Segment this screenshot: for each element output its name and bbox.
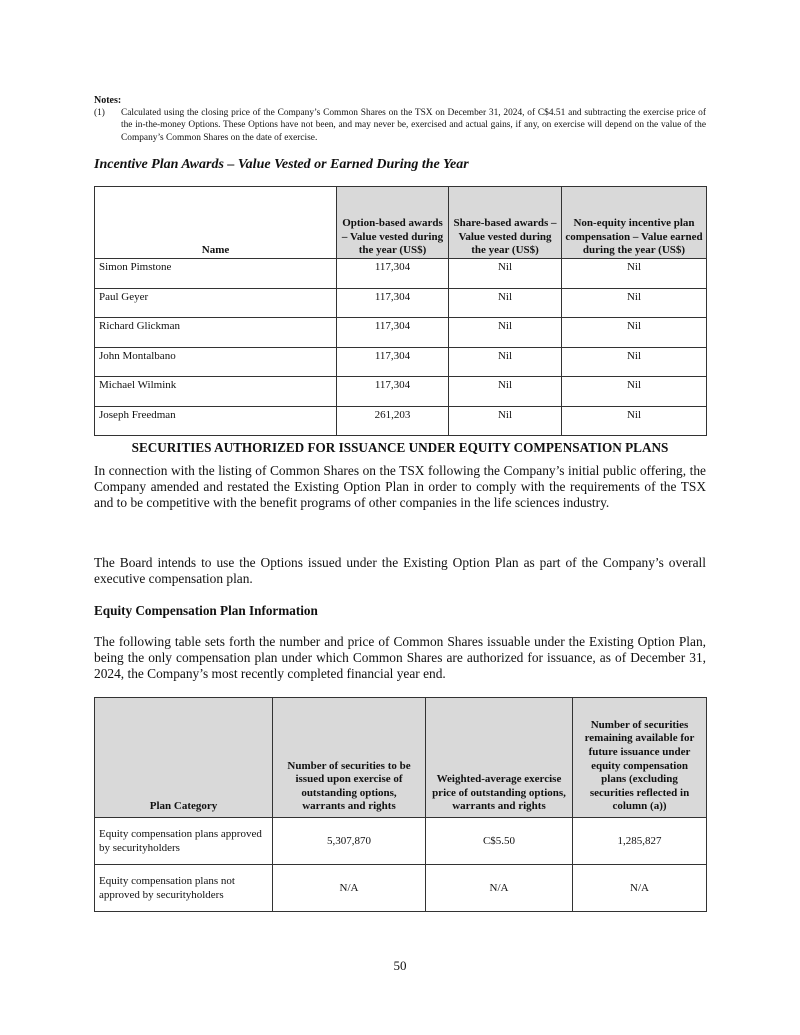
paragraph-table-intro: The following table sets forth the number and price of Common Shares issuable under the Existing Option Plan, being the only compensation plan under which Common Shares are authorized for issuance, as of December 31, 2024, the Company’s most recently completed financial year end. [94, 634, 706, 681]
equity-plan-subheading: Equity Compensation Plan Information [94, 603, 318, 618]
footnote-1 [94, 107, 706, 144]
cell-option-value: 117,304 [337, 318, 449, 348]
cell-option-value: 117,304 [337, 347, 449, 377]
cell-name: Paul Geyer [95, 288, 337, 318]
table-row [95, 259, 707, 289]
table-header-row [95, 187, 707, 259]
column-header-securities-to-issue: Number of securities to be issued upon exercise of outstanding options, warrants and rights [273, 698, 426, 818]
cell-non-equity-value: Nil [562, 288, 707, 318]
cell-non-equity-value: Nil [562, 259, 707, 289]
cell-option-value: 117,304 [337, 259, 449, 289]
table-row [95, 347, 707, 377]
cell-non-equity-value: Nil [562, 377, 707, 407]
footnote-number: (1) [94, 108, 105, 118]
cell-securities-to-issue: 5,307,870 [273, 818, 426, 865]
incentive-table-title: Incentive Plan Awards – Value Vested or Earned During the Year [94, 157, 469, 172]
column-header-weighted-average-price: Weighted-average exercise price of outstanding options, warrants and rights [426, 698, 573, 818]
cell-securities-to-issue: N/A [273, 865, 426, 912]
table-row [95, 318, 707, 348]
cell-option-value: 117,304 [337, 377, 449, 407]
column-header-non-equity: Non-equity incentive plan compensation – Value earned during the year (US$) [562, 187, 707, 259]
page-number: 50 [393, 958, 407, 973]
column-header-option-based: Option-based awards – Value vested during the year (US$) [337, 187, 449, 259]
cell-share-value: Nil [449, 288, 562, 318]
securities-section-heading: SECURITIES AUTHORIZED FOR ISSUANCE UNDER EQUITY COMPENSATION PLANS [131, 440, 669, 455]
cell-plan-category: Equity compensation plans approved by securityholders [95, 818, 273, 865]
cell-non-equity-value: Nil [562, 347, 707, 377]
table-row [95, 288, 707, 318]
cell-name: Richard Glickman [95, 318, 337, 348]
cell-share-value: Nil [449, 406, 562, 436]
cell-share-value: Nil [449, 377, 562, 407]
equity-compensation-table [94, 697, 707, 912]
cell-securities-remaining: N/A [573, 865, 707, 912]
cell-option-value: 117,304 [337, 288, 449, 318]
footnote-text: Calculated using the closing price of the Company’s Common Shares on the TSX on December 31, 2024, of C$4.51 and subtracting the exercise price of the in-the-money Options. These Options have not been, and may never be, exercised and actual gains, if any, on exercise will depend on the value of the Company’s Common Shares on the date of exercise. [121, 108, 706, 143]
cell-name: Michael Wilmink [95, 377, 337, 407]
column-header-name: Name [95, 187, 337, 259]
cell-name: Simon Pimstone [95, 259, 337, 289]
table-row [95, 865, 707, 912]
cell-non-equity-value: Nil [562, 406, 707, 436]
table-row [95, 406, 707, 436]
column-header-securities-remaining: Number of securities remaining available for future issuance under equity compensation plans (excluding securities reflected in column (a)) [573, 698, 707, 818]
cell-share-value: Nil [449, 259, 562, 289]
cell-share-value: Nil [449, 347, 562, 377]
column-header-plan-category: Plan Category [95, 698, 273, 818]
cell-name: Joseph Freedman [95, 406, 337, 436]
table-header-row [95, 698, 707, 818]
cell-weighted-average-price: N/A [426, 865, 573, 912]
paragraph-listing: In connection with the listing of Common Shares on the TSX following the Company’s initial public offering, the Company amended and restated the Existing Option Plan in order to comply with the requirements of the TSX and to be competitive with the benefit programs of other companies in the life sciences industry. [94, 463, 706, 510]
cell-option-value: 261,203 [337, 406, 449, 436]
incentive-awards-table [94, 186, 707, 436]
table-row [95, 377, 707, 407]
notes-label: Notes: [94, 95, 122, 106]
cell-name: John Montalbano [95, 347, 337, 377]
column-header-share-based: Share-based awards – Value vested during the year (US$) [449, 187, 562, 259]
cell-securities-remaining: 1,285,827 [573, 818, 707, 865]
cell-plan-category: Equity compensation plans not approved by securityholders [95, 865, 273, 912]
cell-weighted-average-price: C$5.50 [426, 818, 573, 865]
cell-non-equity-value: Nil [562, 318, 707, 348]
paragraph-board-intent: The Board intends to use the Options issued under the Existing Option Plan as part of the Company’s overall executive compensation plan. [94, 555, 706, 586]
cell-share-value: Nil [449, 318, 562, 348]
table-row [95, 818, 707, 865]
